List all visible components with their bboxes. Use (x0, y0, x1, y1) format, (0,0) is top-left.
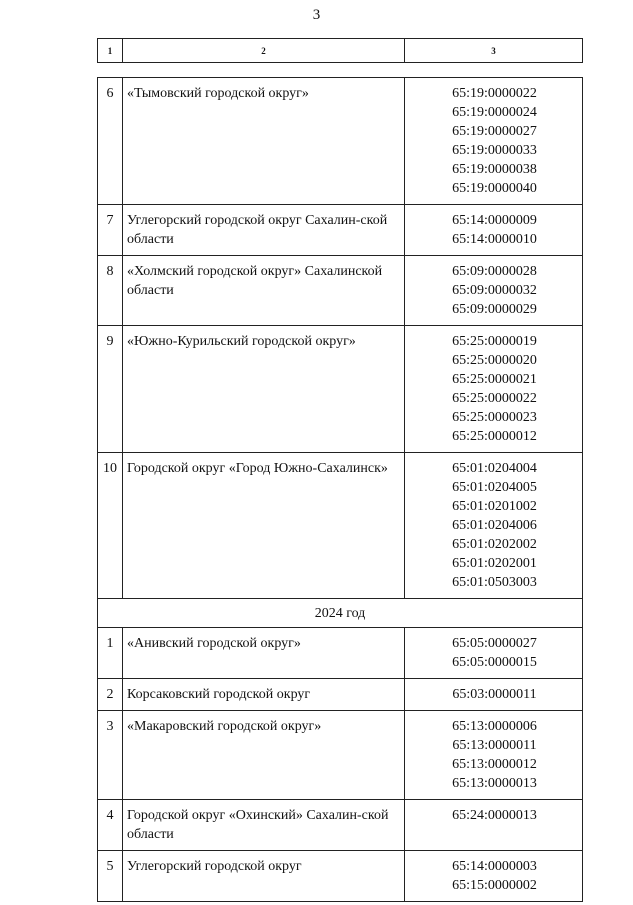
cadastral-code: 65:14:0000003 (452, 859, 537, 874)
cadastral-code: 65:25:0000020 (452, 353, 537, 368)
cadastral-codes (405, 851, 583, 902)
cadastral-code: 65:19:0000024 (452, 105, 537, 120)
cadastral-codes (405, 205, 583, 256)
municipality-name: Углегорский городской округ Сахалин-ской области (123, 205, 405, 256)
cadastral-code: 65:25:0000022 (452, 391, 537, 406)
year-heading: 2024 год (98, 599, 583, 628)
cadastral-codes (405, 78, 583, 205)
cadastral-code: 65:05:0000015 (452, 655, 537, 670)
cadastral-code: 65:14:0000010 (452, 232, 537, 247)
cadastral-code: 65:24:0000013 (452, 808, 537, 823)
cadastral-codes (405, 256, 583, 326)
table-row (98, 78, 583, 205)
cadastral-code: 65:15:0000002 (452, 878, 537, 893)
cadastral-codes (405, 800, 583, 851)
municipality-name: «Макаровский городской округ» (123, 711, 405, 800)
cadastral-code: 65:19:0000040 (452, 181, 537, 196)
municipalities-table (97, 77, 583, 902)
cadastral-code: 65:25:0000012 (452, 429, 537, 444)
cadastral-code: 65:01:0204004 (452, 461, 537, 476)
cadastral-codes (405, 628, 583, 679)
table-row (98, 711, 583, 800)
municipality-name: Городской округ «Охинский» Сахалин-ской области (123, 800, 405, 851)
cadastral-code: 65:19:0000033 (452, 143, 537, 158)
page-number: 3 (312, 7, 321, 23)
column-header-3: 3 (405, 39, 583, 63)
row-number: 10 (98, 453, 123, 599)
municipality-name: «Анивский городской округ» (123, 628, 405, 679)
column-header-table (97, 38, 583, 63)
cadastral-code: 65:14:0000009 (452, 213, 537, 228)
row-number: 7 (98, 205, 123, 256)
cadastral-code: 65:01:0202002 (452, 537, 537, 552)
cadastral-code: 65:01:0204006 (452, 518, 537, 533)
row-number: 3 (98, 711, 123, 800)
table-row (98, 453, 583, 599)
row-number: 6 (98, 78, 123, 205)
year-row (98, 599, 583, 628)
column-header-row (98, 39, 583, 63)
row-number: 1 (98, 628, 123, 679)
cadastral-code: 65:03:0000011 (452, 687, 537, 702)
cadastral-code: 65:19:0000038 (452, 162, 537, 177)
row-number: 9 (98, 326, 123, 453)
table-row (98, 326, 583, 453)
cadastral-codes (405, 453, 583, 599)
municipality-name: «Тымовский городской округ» (123, 78, 405, 205)
cadastral-code: 65:13:0000012 (452, 757, 537, 772)
table-row (98, 256, 583, 326)
cadastral-code: 65:01:0204005 (452, 480, 537, 495)
cadastral-code: 65:13:0000013 (452, 776, 537, 791)
municipality-name: Городской округ «Город Южно-Сахалинск» (123, 453, 405, 599)
row-number: 2 (98, 679, 123, 711)
municipality-name: Корсаковский городской округ (123, 679, 405, 711)
cadastral-codes (405, 679, 583, 711)
cadastral-codes (405, 326, 583, 453)
row-number: 4 (98, 800, 123, 851)
cadastral-code: 65:13:0000011 (452, 738, 537, 753)
row-number: 8 (98, 256, 123, 326)
cadastral-codes (405, 711, 583, 800)
municipality-name: «Южно-Курильский городской округ» (123, 326, 405, 453)
cadastral-code: 65:25:0000023 (452, 410, 537, 425)
row-number: 5 (98, 851, 123, 902)
table-row (98, 679, 583, 711)
cadastral-code: 65:05:0000027 (452, 636, 537, 651)
municipality-name: Углегорский городской округ (123, 851, 405, 902)
column-header-1: 1 (98, 39, 123, 63)
cadastral-code: 65:25:0000021 (452, 372, 537, 387)
municipality-name: «Холмский городской округ» Сахалинской области (123, 256, 405, 326)
table-row (98, 628, 583, 679)
cadastral-code: 65:01:0202001 (452, 556, 537, 571)
cadastral-code: 65:19:0000027 (452, 124, 537, 139)
cadastral-code: 65:01:0503003 (452, 575, 537, 590)
cadastral-code: 65:13:0000006 (452, 719, 537, 734)
table-row (98, 205, 583, 256)
cadastral-code: 65:19:0000022 (452, 86, 537, 101)
cadastral-code: 65:09:0000028 (452, 264, 537, 279)
cadastral-code: 65:09:0000029 (452, 302, 537, 317)
table-row (98, 851, 583, 902)
table-row (98, 800, 583, 851)
cadastral-code: 65:25:0000019 (452, 334, 537, 349)
cadastral-code: 65:01:0201002 (452, 499, 537, 514)
column-header-2: 2 (123, 39, 405, 63)
cadastral-code: 65:09:0000032 (452, 283, 537, 298)
